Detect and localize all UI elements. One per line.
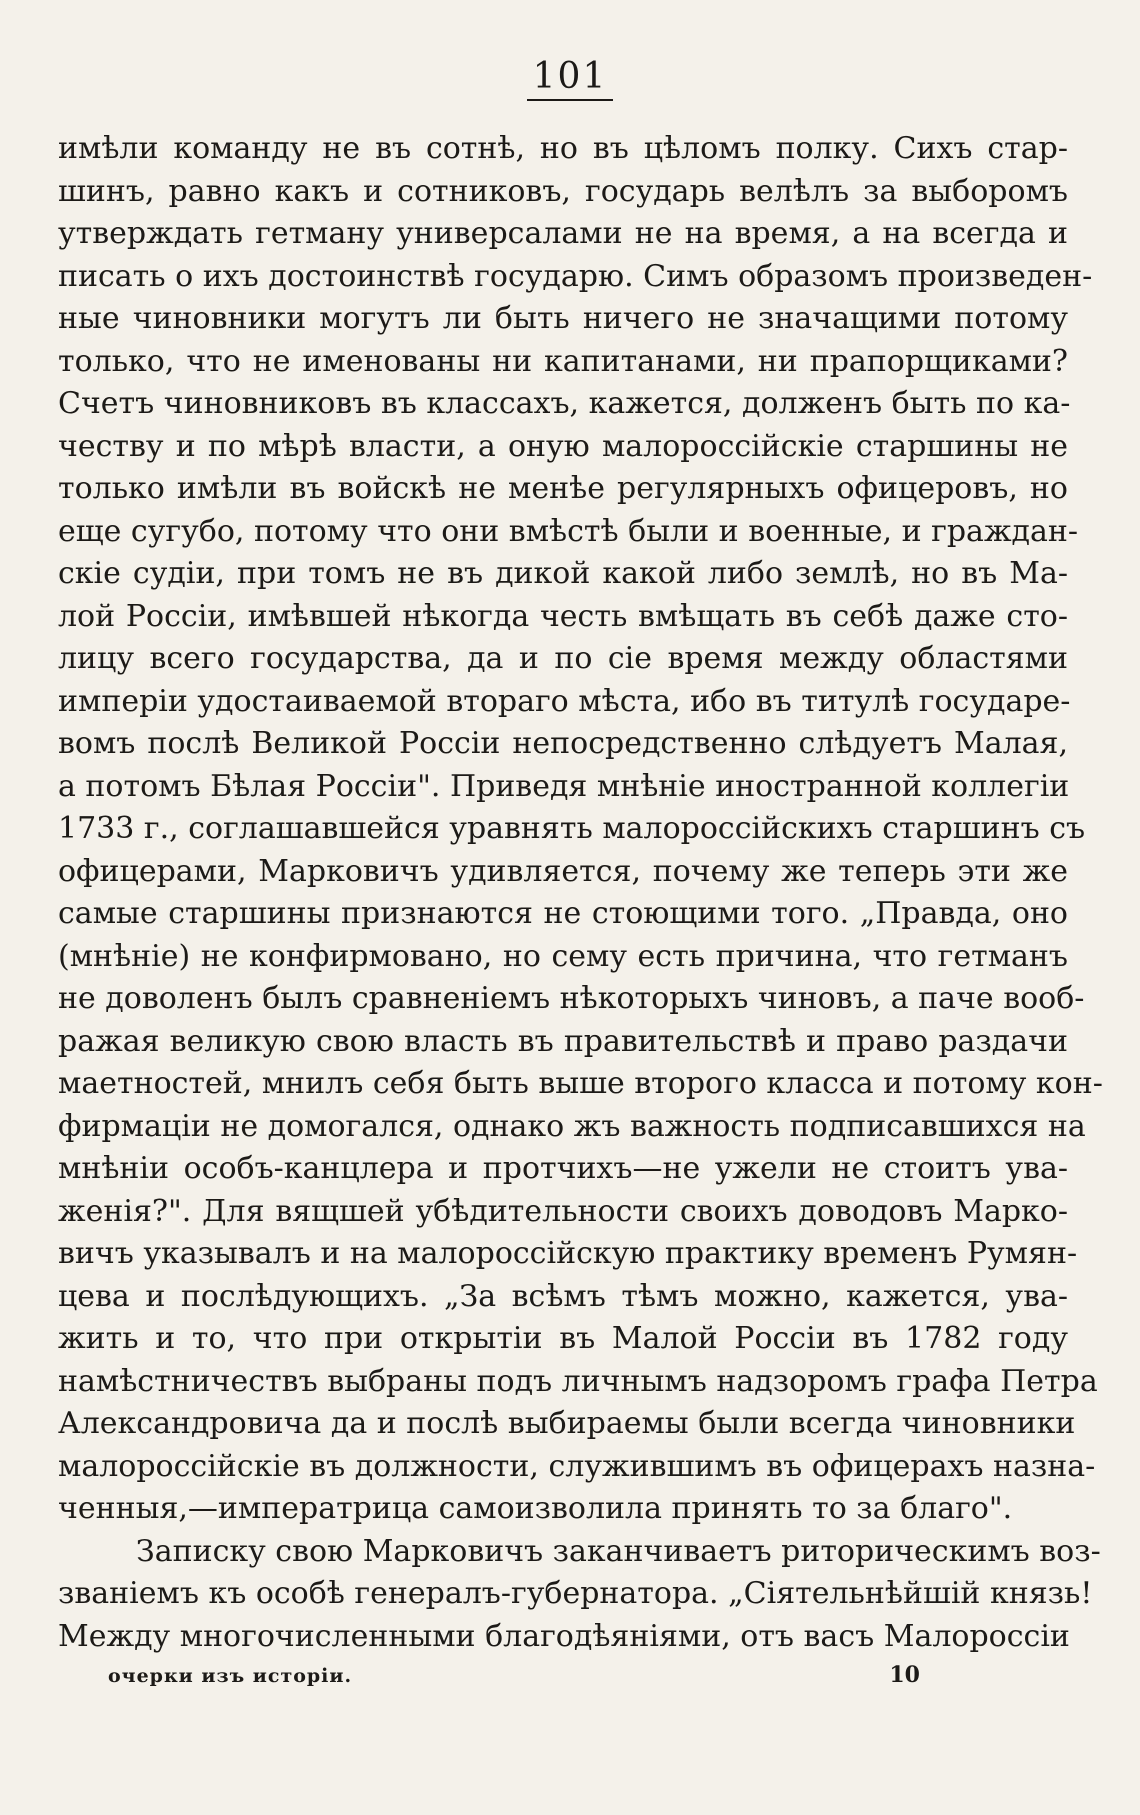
body-text bbox=[58, 128, 1103, 1658]
text-line: фирмаціи не домогался, однако жъ важность подписавшихся на bbox=[58, 1108, 1086, 1144]
text-line: честву и по мѣрѣ власти, а оную малороссійскіе старшины не bbox=[58, 428, 1068, 464]
text-line: маетностей, мнилъ себя быть выше второго класса и потому кон- bbox=[58, 1066, 1103, 1101]
text-line: намѣстничествъ выбраны подъ личнымъ надзоромъ графа Петра bbox=[58, 1363, 1098, 1399]
text-line: скіе судіи, при томъ не въ дикой какой либо землѣ, но въ Ма- bbox=[58, 556, 1068, 591]
text-line: 1733 г., соглашавшейся уравнять малороссійскихъ старшинъ съ bbox=[58, 811, 1086, 846]
text-line: Александровича да и послѣ выбираемы были всегда чиновники bbox=[58, 1406, 1076, 1441]
text-line: женія?". Для вящшей убѣдительности своихъ доводовъ Марко- bbox=[58, 1193, 1068, 1229]
text-line: только имѣли въ войскѣ не менѣе регулярныхъ офицеровъ, но bbox=[58, 471, 1068, 506]
text-line: цева и послѣдующихъ. „За всѣмъ тѣмъ можно, кажется, ува- bbox=[58, 1278, 1068, 1314]
text-line: жить и то, что при открытіи въ Малой Россіи въ 1782 году bbox=[58, 1321, 1068, 1356]
text-line: ченныя,—императрица самоизволила принять то за благо". bbox=[58, 1491, 1013, 1526]
text-line: еще сугубо, потому что они вмѣстѣ были и военные, и граждан- bbox=[58, 513, 1079, 549]
text-line: имперіи удостаиваемой втораго мѣста, ибо въ титулѣ государе- bbox=[58, 683, 1071, 719]
text-line: лой Россіи, имѣвшей нѣкогда честь вмѣщать въ себѣ даже сто- bbox=[58, 598, 1068, 634]
text-line: писать о ихъ достоинствѣ государю. Симъ образомъ произведен- bbox=[58, 258, 1093, 294]
text-line: имѣли команду не въ сотнѣ, но въ цѣломъ полку. Сихъ стар- bbox=[58, 131, 1068, 166]
text-line: самые старшины признаются не стоющими того. „Правда, оно bbox=[58, 896, 1068, 931]
text-line: офицерами, Марковичъ удивляется, почему же теперь эти же bbox=[58, 853, 1068, 889]
signature-mark: 10 bbox=[889, 1662, 920, 1688]
text-line: ные чиновники могутъ ли быть ничего не значащими потому bbox=[58, 301, 1068, 336]
text-line: Счетъ чиновниковъ въ классахъ, кажется, долженъ быть по ка- bbox=[58, 386, 1071, 421]
footer-book-title: очерки изъ исторіи. bbox=[108, 1665, 353, 1687]
text-line: а потомъ Бѣлая Россіи". Приведя мнѣніе иностранной коллегіи bbox=[58, 768, 1070, 804]
text-line: утверждать гетману универсалами не на время, а на всегда и bbox=[58, 216, 1068, 251]
text-line: только, что не именованы ни капитанами, ни прапорщиками? bbox=[58, 343, 1068, 379]
text-line: Записку свою Марковичъ заканчиваетъ риторическимъ воз- bbox=[136, 1533, 1101, 1569]
text-line: лицу всего государства, да и по сіе время между областями bbox=[58, 641, 1068, 676]
page-footer bbox=[108, 1662, 1030, 1688]
text-line: Между многочисленными благодѣяніями, отъ васъ Малороссіи bbox=[58, 1618, 1070, 1654]
text-line: малороссійскіе въ должности, служившимъ въ офицерахъ назна- bbox=[58, 1448, 1096, 1484]
text-line: не доволенъ былъ сравненіемъ нѣкоторыхъ чиновъ, а паче вооб- bbox=[58, 981, 1085, 1016]
text-line: званіемъ къ особѣ генералъ-губернатора. „Сіятельнѣйшій князь! bbox=[58, 1576, 1093, 1611]
text-line: (мнѣніе) не конфирмовано, но сему есть причина, что гетманъ bbox=[58, 938, 1068, 974]
text-line: вичъ указывалъ и на малороссійскую практику временъ Румян- bbox=[58, 1236, 1078, 1271]
text-line: ражая великую свою власть въ правительствѣ и право раздачи bbox=[58, 1023, 1068, 1059]
text-line: шинъ, равно какъ и сотниковъ, государь велѣлъ за выборомъ bbox=[58, 173, 1068, 209]
page-number: 101 bbox=[0, 56, 1140, 97]
text-line: мнѣніи особъ-канцлера и протчихъ—не ужели не стоитъ ува- bbox=[58, 1151, 1068, 1186]
text-line: вомъ послѣ Великой Россіи непосредственно слѣдуетъ Малая, bbox=[58, 726, 1068, 761]
